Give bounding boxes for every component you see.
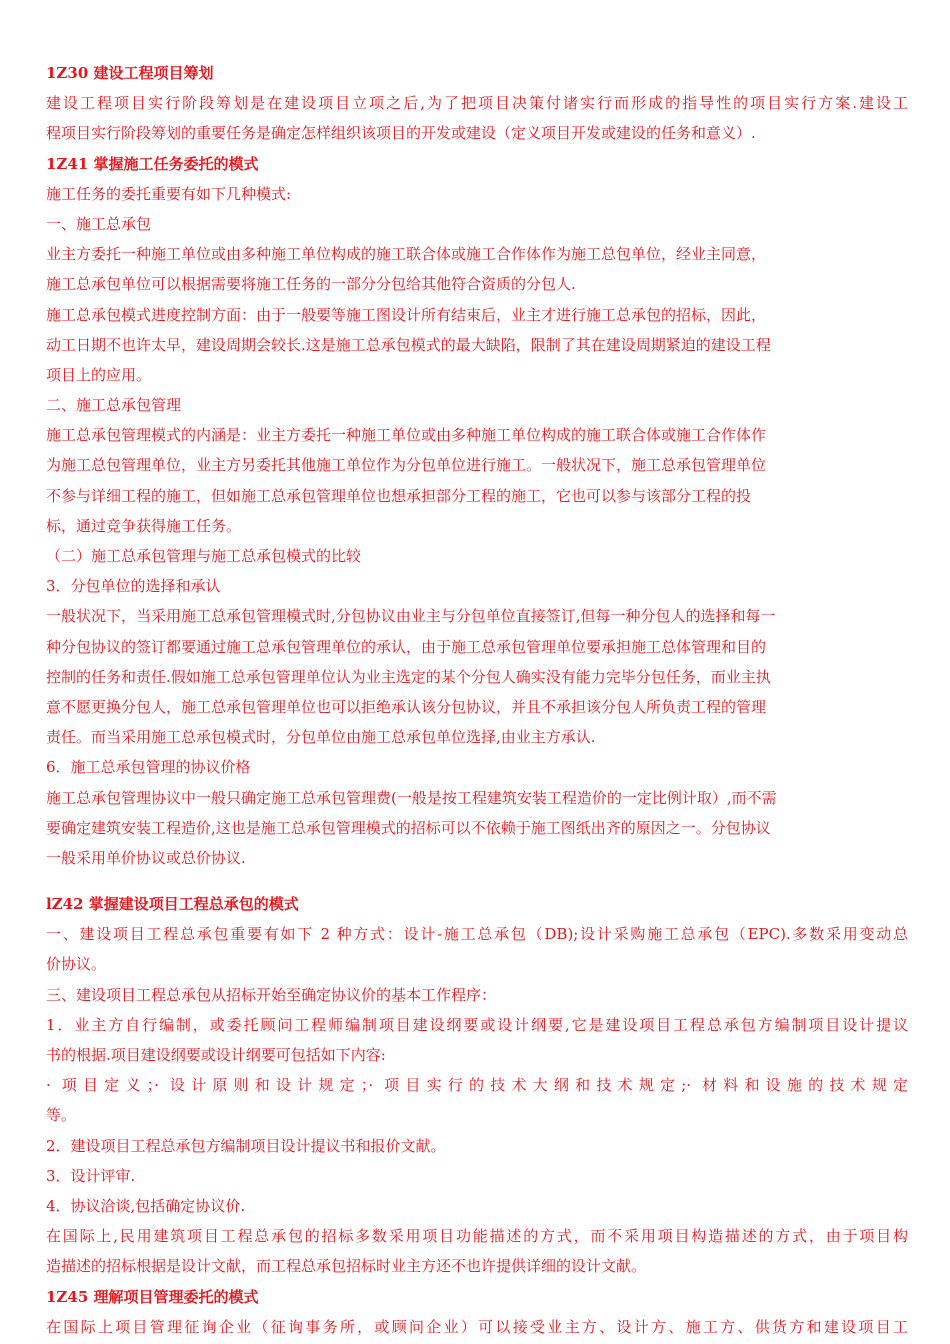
text-line: 一般状况下，当采用施工总承包管理模式时,分包协议由业主与分包单位直接签订,但每一种分包人的选择和每一 [46, 607, 776, 626]
text-line: 标，通过竞争获得施工任务。 [46, 516, 242, 535]
document-page [46, 58, 908, 1342]
section-heading: 1Z45 理解项目管理委托的模式 [46, 1287, 259, 1306]
text-line: · 项目定义；· 设计原则和设计规定；· 项目实行的技术大纲和技术规定;· 材料和设施的技术规定 [46, 1076, 908, 1095]
text-line: 种分包协议的签订都要通过施工总承包管理单位的承认，由于施工总承包管理单位要承担施工总体管理和目的 [46, 637, 767, 656]
text-line: 为施工总包管理单位，业主方另委托其他施工单位作为分包单位进行施工。一般状况下，施工总承包管理单位 [46, 456, 767, 475]
section-heading: lZ42 掌握建设项目工程总承包的模式 [46, 895, 299, 914]
text-line: 不参与详细工程的施工，但如施工总承包管理单位也想承担部分工程的施工，它也可以参与该部分工程的投 [46, 486, 752, 505]
text-line: 建设工程项目实行阶段筹划是在建设项目立项之后,为了把项目决策付诸实行而形成的指导性的项目实行方案.建设工 [46, 94, 908, 113]
text-line: 4．协议洽谈,包括确定协议价. [46, 1196, 246, 1215]
text-line: 二、施工总承包管理 [46, 396, 182, 415]
text-line: 三、建设项目工程总承包从招标开始至确定协议价的基本工作程序： [46, 985, 497, 1004]
text-line: 施工任务的委托重要有如下几种模式: [46, 184, 292, 203]
text-line: （二）施工总承包管理与施工总承包模式的比较 [46, 547, 362, 565]
text-line: 业主方委托一种施工单位或由多种施工单位构成的施工联合体或施工合作体作为施工总包单位，经业主同意， [46, 245, 767, 264]
text-line: 2．建设项目工程总承包方编制项目设计提议书和报价文献。 [46, 1136, 446, 1155]
text-line: 造描述的招标根据是设计文献，而工程总承包招标时业主方还不也许提供详细的设计文献。 [46, 1257, 647, 1276]
text-line: 书的根据.项目建设纲要或设计纲要可包括如下内容: [46, 1046, 386, 1064]
text-line: 一、施工总承包 [46, 214, 152, 233]
text-line: 施工总承包模式进度控制方面：由于一般要等施工图设计所有结束后，业主才进行施工总承包的招标，因此， [46, 305, 767, 324]
text-line: 项目上的应用。 [46, 365, 152, 384]
text-line: 要确定建筑安装工程造价,这也是施工总承包管理模式的招标可以不依赖于施工图纸出齐的原因之一。分包协议 [46, 818, 771, 837]
text-line: 价协议。 [46, 955, 107, 974]
text-line: 3．设计评审. [46, 1166, 136, 1185]
section-heading: 1Z30 建设工程项目筹划 [46, 64, 214, 82]
text-line: 施工总承包管理协议中一般只确定施工总承包管理费(一般是按工程建筑安装工程造价的一定比例计取）,而不需 [46, 788, 777, 807]
text-line: 责任。而当采用施工总承包模式时，分包单位由施工总承包单位选择,由业主方承认. [46, 728, 596, 747]
text-line: 动工日期不也许太早，建设周期会较长.这是施工总承包模式的最大缺陷，限制了其在建设周期紧迫的建设工程 [46, 335, 771, 354]
section-heading: 1Z41 掌握施工任务委托的模式 [46, 154, 259, 173]
text-line: 等。 [46, 1106, 77, 1125]
text-line: 在国际上,民用建筑项目工程总承包的招标多数采用项目功能描述的方式，而不采用项目构造描述的方式，由于项目构 [46, 1227, 908, 1246]
paragraph-gap [46, 873, 908, 889]
text-line: 在国际上项目管理征询企业（征询事务所，或顾问企业）可以接受业主方、设计方、施工方、供货方和建设项目工 [46, 1317, 908, 1336]
text-line: 一、建设项目工程总承包重要有如下 2 种方式：设计-施工总承包（DB);设计采购施工总承包（EPC).多数采用变动总 [46, 925, 908, 944]
text-line: 一般采用单价协议或总价协议. [46, 848, 246, 867]
text-line: 控制的任务和责任.假如施工总承包管理单位认为业主选定的某个分包人确实没有能力完毕分包任务，而业主执 [46, 667, 771, 686]
text-line: 施工总承包单位可以根据需要将施工任务的一部分分包给其他符合资质的分包人. [46, 275, 576, 294]
text-line: 意不愿更换分包人，施工总承包管理单位也可以拒绝承认该分包协议，并且不承担该分包人所负责工程的管理 [46, 697, 767, 716]
text-line: 3．分包单位的选择和承认 [46, 577, 221, 596]
text-line: 施工总承包管理模式的内涵是：业主方委托一种施工单位或由多种施工单位构成的施工联合体或施工合作体作 [46, 426, 767, 445]
text-line: 1．业主方自行编制，或委托顾问工程师编制项目建设纲要或设计纲要,它是建设项目工程总承包方编制项目设计提议 [46, 1015, 908, 1034]
text-line: 程项目实行阶段筹划的重要任务是确定怎样组织该项目的开发或建设（定义项目开发或建设的任务和意义）. [46, 124, 756, 143]
text-line: 6．施工总承包管理的协议价格 [46, 758, 251, 777]
